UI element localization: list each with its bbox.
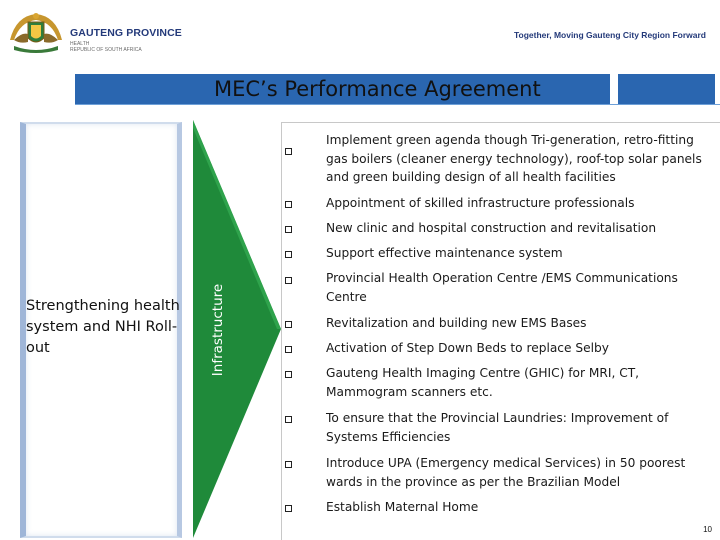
- checkbox-bullet-icon: [285, 461, 292, 468]
- category-label: Infrastructure: [210, 283, 226, 377]
- title-bar-gap: [610, 74, 618, 104]
- list-item: Introduce UPA (Emergency medical Services) in 50 poorest wards in the province as per the Brazilian Model: [326, 456, 686, 489]
- checkbox-bullet-icon: [285, 226, 292, 233]
- brand: [70, 27, 182, 53]
- list-item: To ensure that the Provincial Laundries: Improvement of Systems Efficiencies: [326, 411, 669, 444]
- brand-sub-line-2: REPUBLIC OF SOUTH AFRICA: [70, 47, 142, 53]
- checkbox-bullet-icon: [285, 321, 292, 328]
- brand-name: GAUTENG PROVINCE: [70, 27, 182, 39]
- checkbox-bullet-icon: [285, 346, 292, 353]
- list-item: Gauteng Health Imaging Centre (GHIC) for MRI, CT, Mammogram scanners etc.: [326, 366, 640, 399]
- list-item: Establish Maternal Home: [326, 500, 479, 514]
- category-arrow: [193, 120, 281, 538]
- checkbox-bullet-icon: [285, 201, 292, 208]
- title-divider: [75, 104, 720, 105]
- page-number: 10: [703, 525, 712, 534]
- brand-sub-line-1: HEALTH: [70, 41, 90, 47]
- checkbox-bullet-icon: [285, 416, 292, 423]
- brand-subtitle: [70, 41, 182, 53]
- coat-of-arms-icon: [8, 10, 64, 54]
- checkbox-bullet-icon: [285, 277, 292, 284]
- checkbox-bullet-icon: [285, 251, 292, 258]
- checkbox-bullet-icon: [285, 505, 292, 512]
- list-item: Support effective maintenance system: [326, 246, 563, 260]
- list-item: Revitalization and building new EMS Bases: [326, 316, 587, 330]
- header: [0, 0, 720, 62]
- strategy-label: Strengthening health system and NHI Roll-out: [26, 298, 180, 356]
- list-item: Implement green agenda though Tri-generation, retro-fitting gas boilers (cleaner energy technology), roof-top solar panels and green building design of all health facilities: [326, 133, 702, 184]
- list-item: Activation of Step Down Beds to replace Selby: [326, 341, 609, 355]
- checkbox-bullet-icon: [285, 371, 292, 378]
- checkbox-bullet-icon: [285, 148, 292, 155]
- list-item: New clinic and hospital construction and revitalisation: [326, 221, 657, 235]
- page-title: MEC’s Performance Agreement: [214, 77, 541, 101]
- list-item: Provincial Health Operation Centre /EMS Communications Centre: [326, 271, 678, 304]
- tagline: Together, Moving Gauteng City Region Forward: [513, 30, 706, 40]
- list-item: Appointment of skilled infrastructure professionals: [326, 196, 635, 210]
